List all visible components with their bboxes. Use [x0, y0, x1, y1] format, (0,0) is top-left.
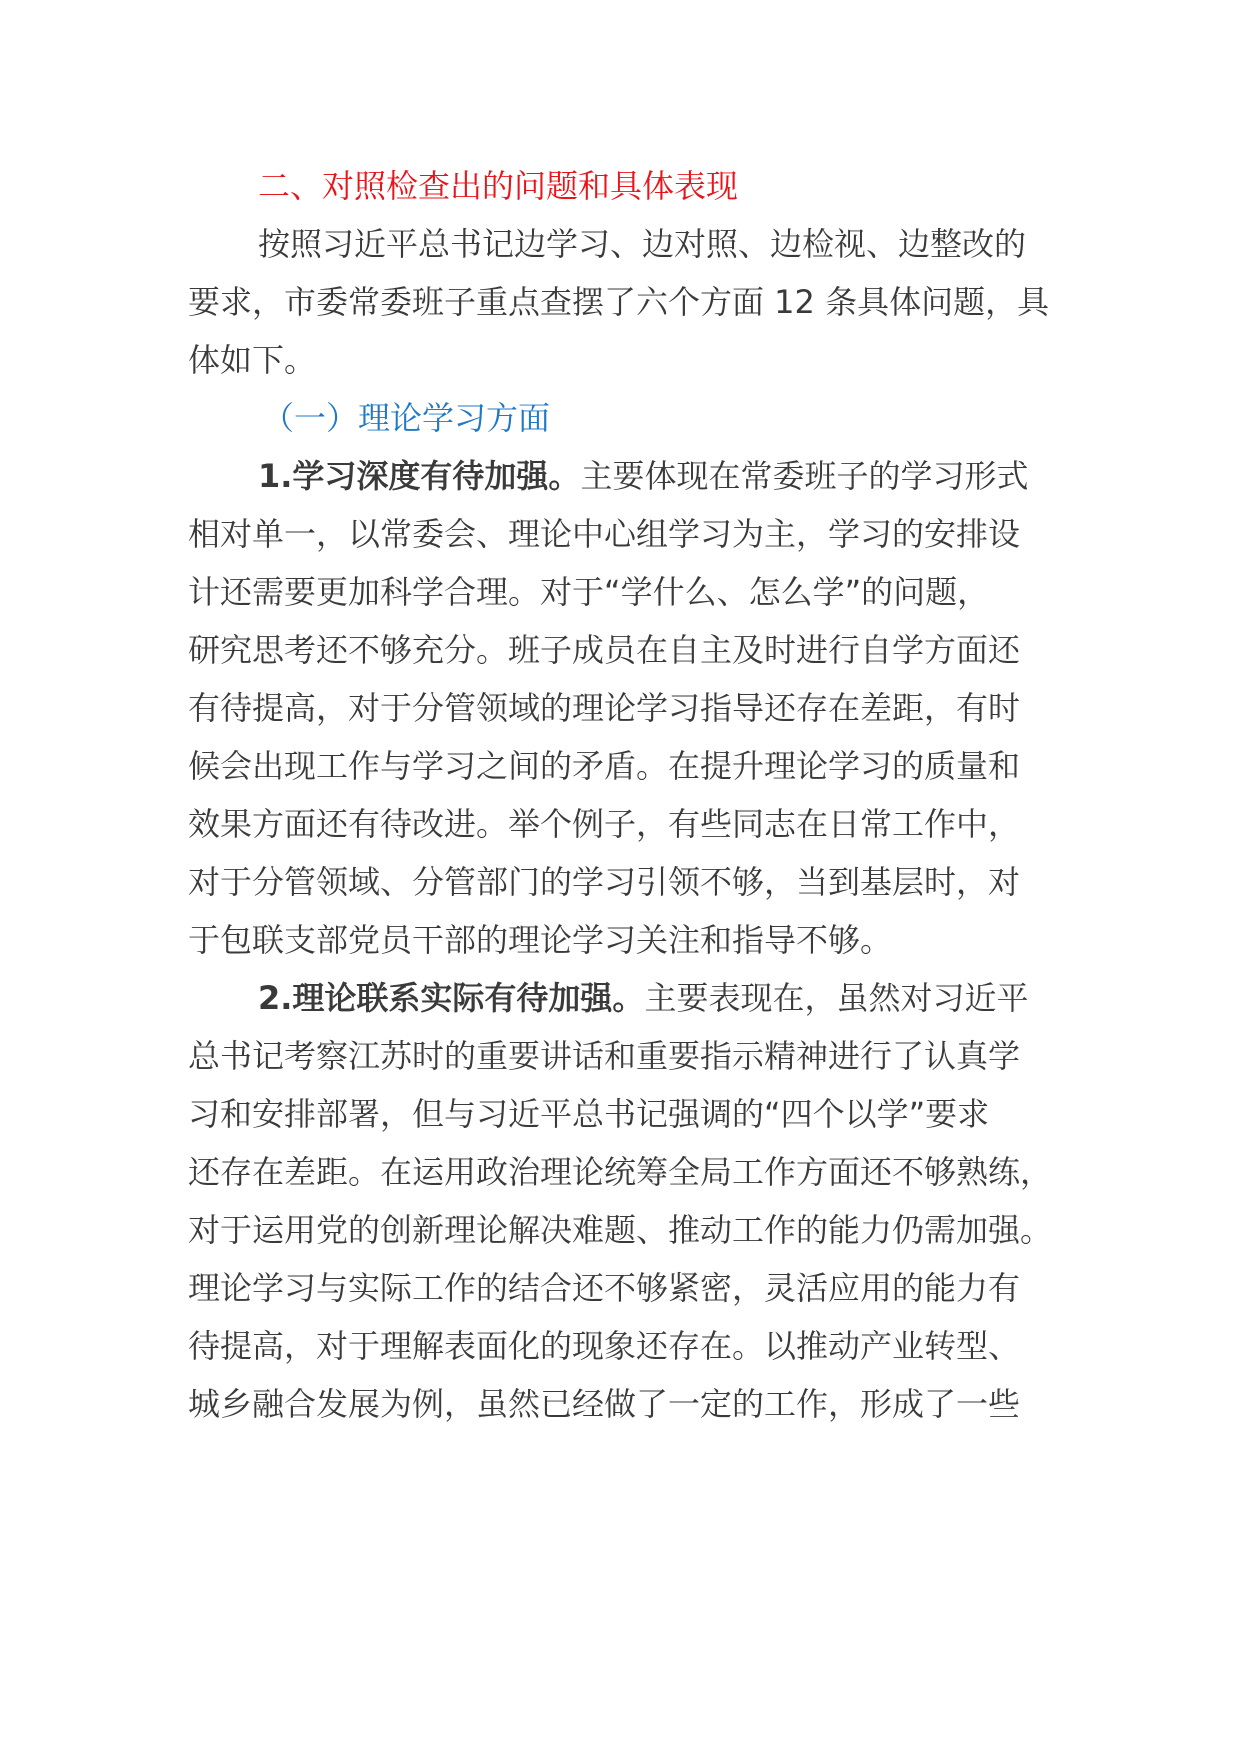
section-heading: 二、对照检查出的问题和具体表现 — [258, 167, 739, 205]
paragraph-line: 理论学习与实际工作的结合还不够紧密，灵活应用的能力有 — [188, 1269, 1021, 1307]
paragraph-line: 要求，市委常委班子重点查摆了六个方面 12 条具体问题，具 — [188, 283, 1050, 321]
paragraph-line: 研究思考还不够充分。班子成员在自主及时进行自学方面还 — [188, 631, 1021, 669]
paragraph-line: 城乡融合发展为例，虽然已经做了一定的工作，形成了一些 — [188, 1385, 1021, 1423]
paragraph-line: 对于分管领域、分管部门的学习引领不够，当到基层时，对 — [188, 863, 1021, 901]
paragraph-line: 习和安排部署，但与习近平总书记强调的“四个以学”要求 — [188, 1095, 990, 1133]
item-1-first-line-text: 主要体现在常委班子的学习形式 — [580, 457, 1029, 495]
item-2-title: 2.理论联系实际有待加强。 — [258, 979, 645, 1017]
item-1-first-line — [258, 456, 1028, 496]
paragraph-line: 还存在差距。在运用政治理论统筹全局工作方面还不够熟练， — [188, 1153, 1053, 1191]
paragraph-line: 于包联支部党员干部的理论学习关注和指导不够。 — [188, 921, 893, 959]
paragraph-line: 对于运用党的创新理论解决难题、推动工作的能力仍需加强。 — [188, 1211, 1053, 1249]
paragraph-line: 按照习近平总书记边学习、边对照、边检视、边整改的 — [258, 225, 1027, 263]
paragraph-line: 总书记考察江苏时的重要讲话和重要指示精神进行了认真学 — [188, 1037, 1021, 1075]
item-2-first-line-text: 主要表现在，虽然对习近平 — [644, 979, 1029, 1017]
paragraph-line: 效果方面还有待改进。举个例子，有些同志在日常工作中， — [188, 805, 1021, 843]
paragraph-line: 体如下。 — [188, 341, 317, 379]
item-2-first-line — [258, 978, 1028, 1018]
item-1-title: 1.学习深度有待加强。 — [258, 457, 581, 495]
subsection-heading: （一）理论学习方面 — [262, 399, 551, 437]
paragraph-line: 待提高，对于理解表面化的现象还存在。以推动产业转型、 — [188, 1327, 1021, 1365]
paragraph-line: 相对单一，以常委会、理论中心组学习为主，学习的安排设 — [188, 515, 1021, 553]
paragraph-line: 有待提高，对于分管领域的理论学习指导还存在差距，有时 — [188, 689, 1021, 727]
paragraph-line: 计还需要更加科学合理。对于“学什么、怎么学”的问题， — [188, 573, 990, 611]
paragraph-line: 候会出现工作与学习之间的矛盾。在提升理论学习的质量和 — [188, 747, 1021, 785]
